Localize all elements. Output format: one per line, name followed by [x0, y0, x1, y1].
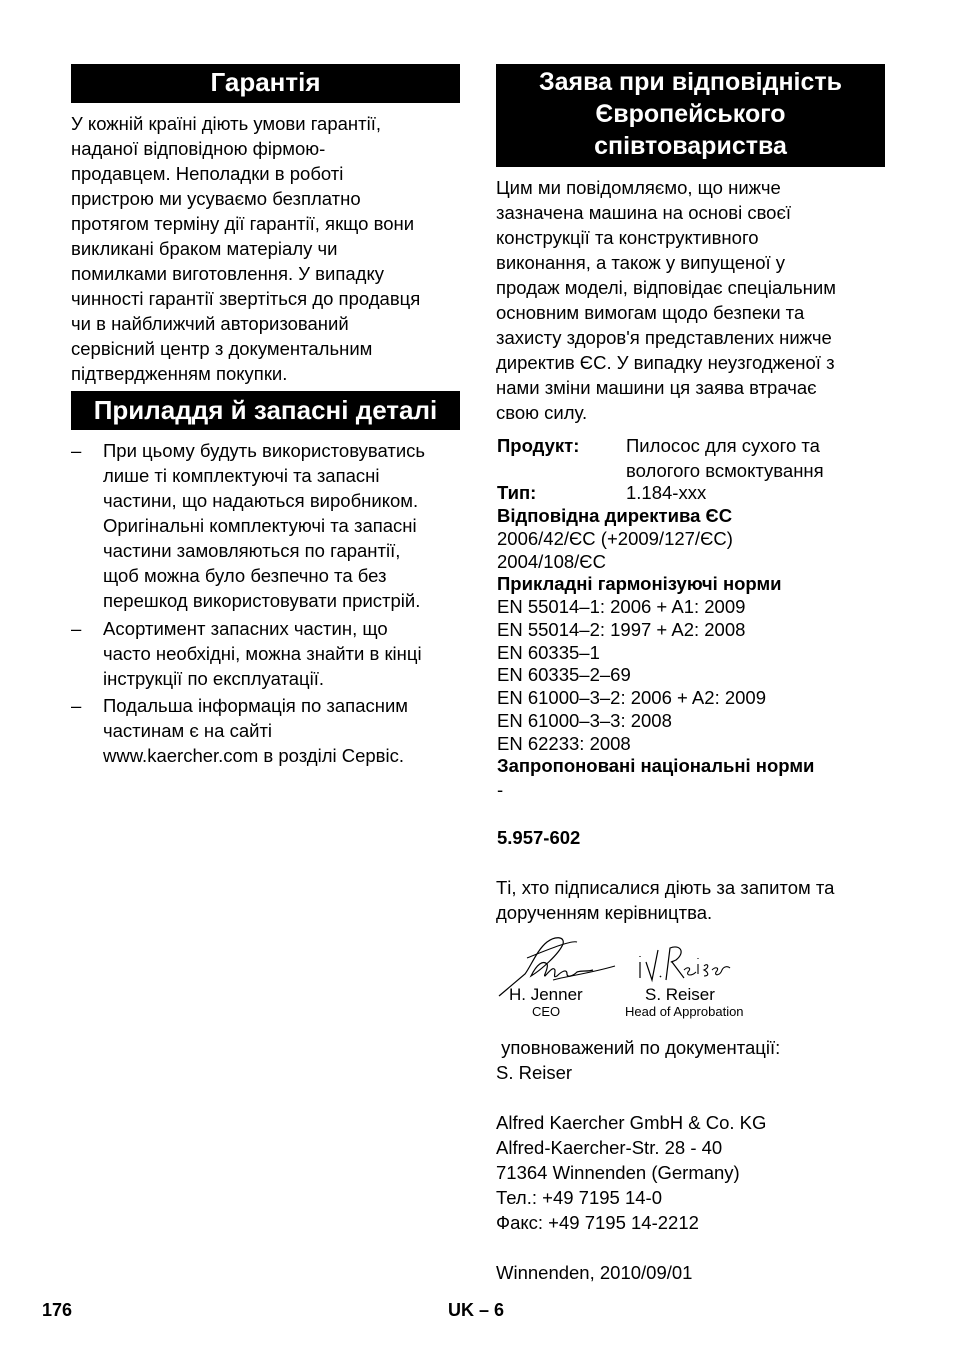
section-number: UK – 6: [448, 1300, 505, 1320]
bullet-line: При цьому будуть використовуватись: [103, 440, 426, 461]
warranty-line: чи в найближчий авторизований: [71, 313, 349, 334]
intro-line: свою силу.: [496, 402, 588, 423]
page-number: 176: [42, 1300, 73, 1320]
bullet-line: www.kaercher.com в розділі Сервіс.: [103, 745, 405, 766]
warranty-line: підтвердженням покупки.: [71, 363, 288, 384]
intro-line: виконання, а також у випущеної у: [496, 252, 786, 273]
declaration-title-line: Європейського: [595, 100, 786, 128]
address-line: Факс: +49 7195 14-2212: [496, 1212, 699, 1233]
norm-line: EN 61000–3–3: 2008: [497, 710, 672, 731]
bullet-line: часто необхідні, можна знайти в кінці: [103, 643, 422, 664]
authorized-line: S. Reiser: [496, 1062, 573, 1083]
bullet-dash: –: [71, 440, 82, 461]
product-label: Продукт:: [497, 435, 580, 456]
accessories-title: Приладдя й запасні деталі: [93, 395, 438, 425]
bullet-dash: –: [71, 695, 82, 716]
warranty-heading: [71, 64, 460, 103]
signer2-name: S. Reiser: [645, 985, 715, 1004]
directive-line: 2006/42/ЄС (+2009/127/ЄС): [497, 528, 733, 549]
declaration-heading: [496, 64, 885, 167]
product-value-line: вологого всмоктування: [626, 460, 824, 481]
bullet-line: Оригінальні комплектуючі та запасні: [103, 515, 417, 536]
warranty-line: протягом терміну дії гарантії, якщо вони: [71, 213, 415, 234]
national-norms-heading: Запропоновані національні норми: [497, 755, 815, 776]
address-line: Тел.: +49 7195 14-0: [496, 1187, 662, 1208]
norm-line: EN 60335–1: [497, 642, 600, 663]
declaration-intro: [496, 175, 836, 425]
signers-note: [496, 875, 834, 925]
norm-line: EN 60335–2–69: [497, 664, 631, 685]
warranty-line: наданої відповідною фірмою-: [71, 138, 326, 159]
bullet-dash: –: [71, 618, 82, 639]
bullet-line: лише ті комплектуючі та запасні: [103, 465, 380, 486]
intro-line: продаж моделі, відповідає спеціальним: [496, 277, 836, 298]
national-norms-value: -: [497, 779, 504, 800]
warranty-line: пристрою ми усуваємо безплатно: [71, 188, 361, 209]
intro-line: конструкції та конструктивного: [496, 227, 759, 248]
intro-line: захисту здоров'я представлених нижче: [496, 327, 832, 348]
address-line: Alfred Kaercher GmbH & Co. KG: [496, 1112, 767, 1133]
signature-reiser: [634, 940, 734, 988]
type-label: Тип:: [497, 482, 537, 503]
signers-line: дорученням керівництва.: [496, 902, 713, 923]
warranty-line: У кожній країні діють умови гарантії,: [71, 113, 381, 134]
intro-line: зазначена машина на основі своєї: [496, 202, 792, 223]
norm-line: EN 62233: 2008: [497, 733, 631, 754]
product-value-line: Пилосос для сухого та: [626, 435, 820, 456]
address-line: 71364 Winnenden (Germany): [496, 1162, 740, 1183]
authorized-line: уповноважений по документації:: [496, 1037, 781, 1058]
signer2-role: Head of Approbation: [625, 1004, 744, 1019]
signer1-name: H. Jenner: [509, 985, 583, 1004]
intro-line: директив ЄС. У випадку неузгодженої з: [496, 352, 835, 373]
address-line: Alfred-Kaercher-Str. 28 - 40: [496, 1137, 723, 1158]
norm-line: EN 55014–1: 2006 + A1: 2009: [497, 596, 746, 617]
signers-line: Ті, хто підписалися діють за запитом та: [496, 877, 835, 898]
intro-line: Цим ми повідомляємо, що нижче: [496, 177, 781, 198]
warranty-text: [71, 111, 420, 386]
bullet-line: частини замовляються по гарантії,: [103, 540, 401, 561]
signer1-role: CEO: [532, 1004, 561, 1019]
warranty-line: чинності гарантії звертіться до продавця: [71, 288, 421, 309]
directive-heading: Відповідна директива ЄС: [497, 505, 733, 526]
bullet-line: щоб можна було безпечно та без: [103, 565, 387, 586]
directive-line: 2004/108/ЄС: [497, 551, 606, 572]
bullet-line: перешкод використовувати пристрій.: [103, 590, 421, 611]
bullet-line: інструкції по експлуатації.: [103, 668, 325, 689]
warranty-line: викликані браком матеріалу чи: [71, 238, 338, 259]
bullet-line: частинам є на сайті: [103, 720, 273, 741]
bullet-line: частини, що надаються виробником.: [103, 490, 419, 511]
accessories-heading: [71, 391, 460, 430]
bullet-line: Асортимент запасних частин, що: [103, 618, 388, 639]
norm-line: EN 55014–2: 1997 + A2: 2008: [497, 619, 746, 640]
document-number: 5.957-602: [497, 827, 581, 848]
warranty-line: помилками виготовлення. У випадку: [71, 263, 385, 284]
bullet-line: Подальша інформація по запасним: [103, 695, 409, 716]
declaration-title-line: співтовариства: [594, 132, 787, 160]
warranty-line: продавцем. Неполадки в роботі: [71, 163, 344, 184]
intro-line: основним вимогам щодо безпеки та: [496, 302, 805, 323]
intro-line: нами зміни машини ця заява втрачає: [496, 377, 817, 398]
place-date: Winnenden, 2010/09/01: [496, 1262, 693, 1283]
authorized-person: [496, 1035, 780, 1085]
norms-heading: Прикладні гармонізуючі норми: [497, 573, 782, 594]
warranty-title: Гарантія: [210, 67, 321, 97]
norm-line: EN 61000–3–2: 2006 + A2: 2009: [497, 687, 766, 708]
company-address: [496, 1110, 766, 1235]
warranty-line: сервісний центр з документальним: [71, 338, 373, 359]
declaration-title-line: Заява при відповідність: [538, 68, 843, 96]
type-value: 1.184-xxx: [626, 482, 707, 503]
